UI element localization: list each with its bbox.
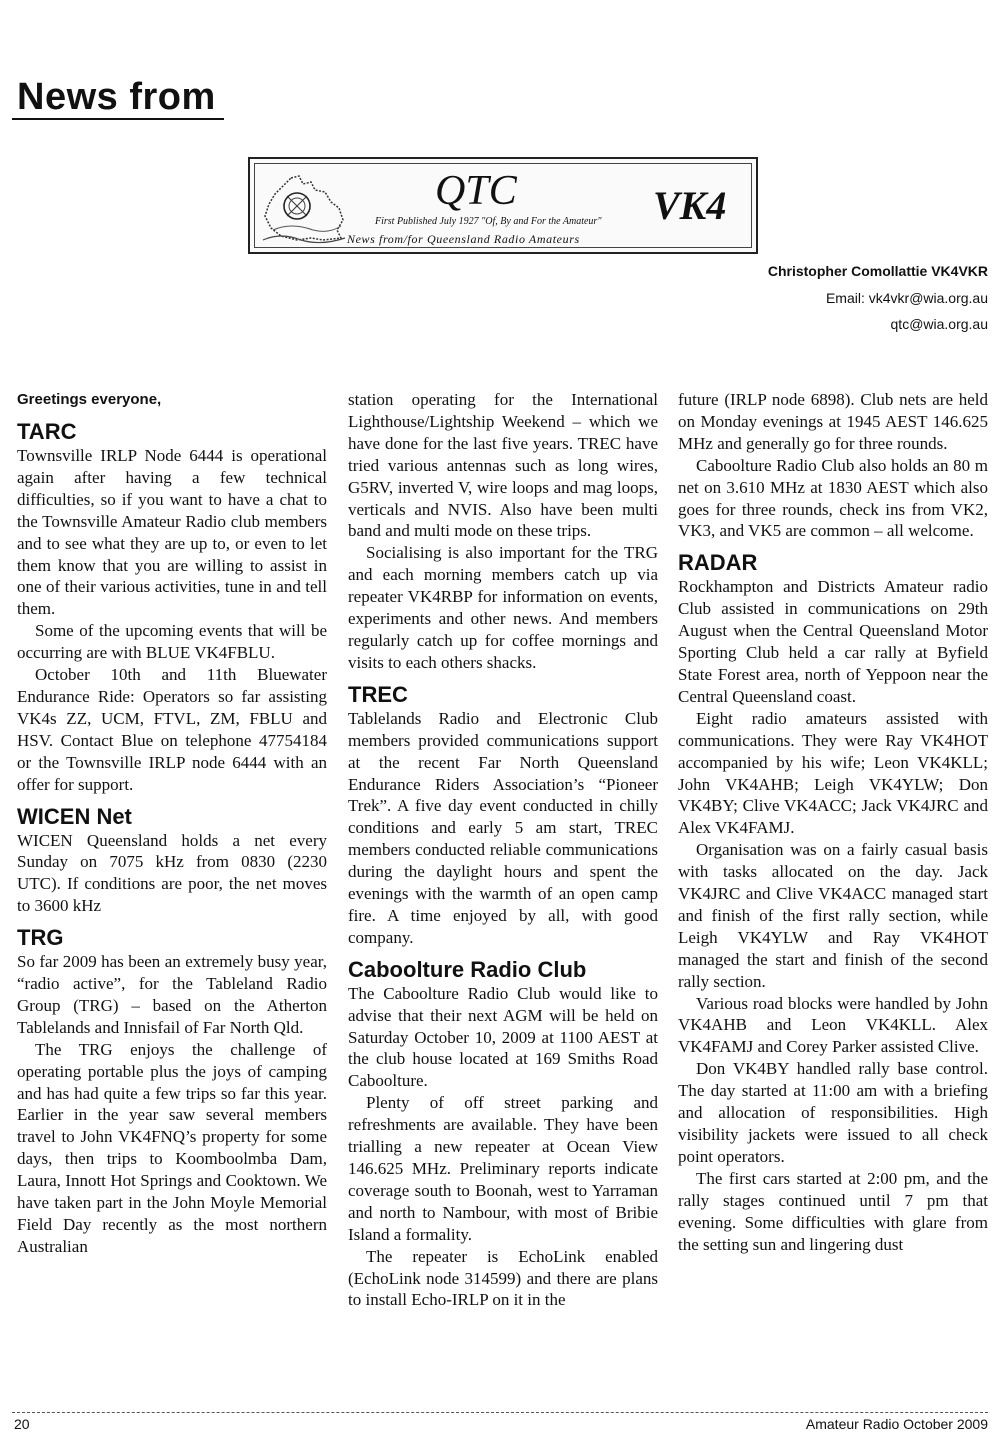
- qtc-logo-text: QTC: [435, 168, 517, 214]
- qtc-banner: [248, 157, 758, 254]
- paragraph: Townsville IRLP Node 6444 is operational again after having a few technical difficulties, so if you want to have a chat to the Townsville Amateur Radio club members and to see what they are up to, or even to let them know that you are willing to assist in one of their various activities, tune in and tell them.: [17, 446, 327, 619]
- author-name: Christopher Comollattie VK4VKR: [767, 263, 988, 279]
- paragraph: future (IRLP node 6898). Club nets are held on Monday evenings at 1945 AEST 146.625 MHz and generally go for three rounds.: [678, 390, 988, 453]
- paragraph: October 10th and 11th Bluewater Endurance Ride: Operators so far assisting VK4s ZZ, UCM, FTVL, ZM, FBLU and HSV. Contact Blue on telephone 47754184 or the Townsville IRLP node 6444 with an offer for support.: [17, 665, 327, 794]
- paragraph: Don VK4BY handled rally base control. The day started at 11:00 am with a briefing and allocation of responsibilities. High visibility jackets were issued to all check point operators.: [678, 1059, 988, 1166]
- vk4-logo-text: VK4: [653, 183, 727, 228]
- paragraph: Eight radio amateurs assisted with communications. They were Ray VK4HOT accompanied by his wife; Leon VK4KLL; John VK4AHB; Leigh VK4YLW; Don VK4BY; Clive VK4ACC; Jack VK4JRC and Alex VK4FAMJ.: [678, 708, 988, 838]
- author-email: Email: vk4vkr@wia.org.au: [825, 290, 988, 306]
- banner-frame: [254, 163, 752, 248]
- column-2: [348, 389, 658, 1311]
- section-title: News from: [17, 76, 216, 118]
- paragraph: Rockhampton and Districts Amateur radio Club assisted in communications on 29th August when the Central Queensland Motor Sporting Club held a car rally at Byfield State Forest area, north of Yeppoon near the Central Queensland coast.: [678, 577, 988, 706]
- qtc-email: qtc@wia.org.au: [890, 316, 988, 332]
- paragraph: So far 2009 has been an extremely busy year, “radio active”, for the Tableland Radio Group (TRG) – based on the Atherton Tablelands and Innisfail of Far North Qld.: [17, 952, 327, 1037]
- paragraph: Organisation was on a fairly casual basis with tasks allocated on the day. Jack VK4JRC and Clive VK4ACC managed start and finish of the first rally section, while Leigh VK4YLW and Ray VK4HOT managed the start and finish of the second rally section.: [678, 840, 988, 991]
- column-3: [678, 389, 988, 1255]
- tarc-heading: TARC: [17, 419, 77, 444]
- radar-heading: RADAR: [678, 550, 758, 576]
- banner-news-line: News from/for Queensland Radio Amateurs: [347, 232, 580, 246]
- caboolture-heading: Caboolture Radio Club: [348, 956, 587, 982]
- wicen-heading: WICEN Net: [17, 803, 132, 829]
- greeting: Greetings everyone,: [17, 391, 162, 408]
- paragraph: Plenty of off street parking and refreshments are available. They have been trialling a new repeater at Ocean View 146.625 MHz. Preliminary reports indicate coverage south to Boonah, west to Yarraman and north to Nambour, with most of Bribie Island a formality.: [348, 1093, 658, 1244]
- paragraph: The first cars started at 2:00 pm, and the rally stages continued until 7 pm that evening. Some difficulties with glare from the setting sun and lingering dust: [678, 1168, 988, 1254]
- paragraph: The Caboolture Radio Club would like to advise that their next AGM will be held on Saturday October 10, 2009 at 1100 AEST at the club house located at 169 Smiths Road Caboolture.: [348, 983, 658, 1091]
- column-1: [17, 389, 327, 1258]
- trg-heading: TRG: [17, 925, 64, 951]
- page-number: 20: [14, 1416, 30, 1432]
- trec-heading: TREC: [348, 681, 408, 707]
- paragraph: Socialising is also important for the TRG and each morning members catch up via repeater VK4RBP for information on events, experiments and other news. And members regularly catch up for coffee mornings and visits to each others shacks.: [348, 543, 658, 672]
- footer-rule: [12, 1412, 988, 1413]
- paragraph: station operating for the International Lighthouse/Lightship Weekend – which we have done for the last five years. TREC have tried various antennas such as long wires, G5RV, inverted V, wire loops and mag loops, verticals and NVIS. Also have been multi band and multi mode on these trips.: [348, 390, 658, 541]
- paragraph: WICEN Queensland holds a net every Sunday on 7075 kHz from 0830 (2230 UTC). If conditions are poor, the net moves to 3600 kHz: [17, 830, 327, 916]
- paragraph: Caboolture Radio Club also holds an 80 m net on 3.610 MHz at 1830 AEST which also goes for three rounds, check ins from VK2, VK3, and VK5 are common – all welcome.: [678, 455, 988, 541]
- paragraph: The repeater is EchoLink enabled (EchoLink node 314599) and there are plans to install Echo-IRLP on it in the: [348, 1246, 658, 1310]
- queensland-map-logo-icon: [261, 174, 347, 246]
- publication-footer: Amateur Radio October 2009: [805, 1416, 988, 1432]
- paragraph: The TRG enjoys the challenge of operating portable plus the joys of camping and has had quite a few trips so far this year. Earlier in the year saw several members travel to John VK4FNQ’s property for some days, then trips to Koomboolmba Dam, Laura, Innott Hot Springs and Cooktown. We have taken part in the John Moyle Memorial Field Day recently as the most northern Australian: [17, 1039, 327, 1256]
- banner-published-line: First Published July 1927 "Of, By and For the Amateur": [375, 216, 602, 227]
- paragraph: Various road blocks were handled by John VK4AHB and Leon VK4KLL. Alex VK4FAMJ and Corey Parker assisted Clive.: [678, 993, 988, 1057]
- title-underline: [12, 118, 224, 120]
- paragraph: Tablelands Radio and Electronic Club members provided communications support at the recent Far North Queensland Endurance Riders Association’s “Pioneer Trek”. A five day event conducted in chilly conditions and early 5 am start, TREC members conducted reliable communications during the daylight hours and spent the evenings with the warmth of an open camp fire. A time enjoyed by all, with good company.: [348, 708, 658, 947]
- paragraph: Some of the upcoming events that will be occurring are with BLUE VK4FBLU.: [17, 621, 327, 663]
